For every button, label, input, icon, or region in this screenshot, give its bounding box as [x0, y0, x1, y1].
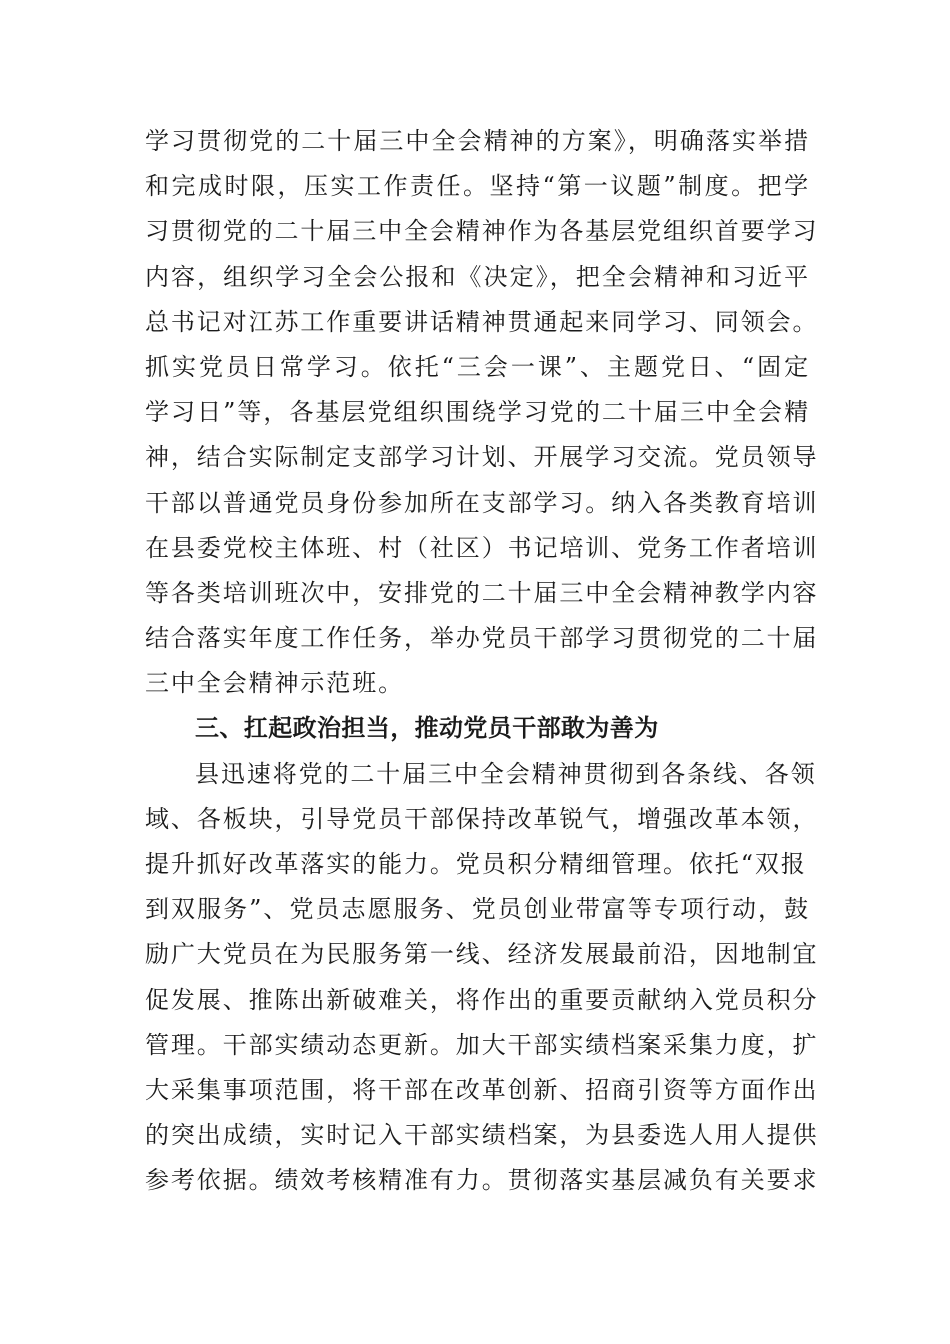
- text-line: 结合落实年度工作任务，举办党员干部学习贯彻党的二十届: [145, 624, 819, 653]
- text-line: 干部以普通党员身份参加所在支部学习。纳入各类教育培训: [145, 488, 819, 517]
- text-line: 管理。干部实绩动态更新。加大干部实绩档案采集力度，扩: [145, 1030, 819, 1059]
- text-line: 励广大党员在为民服务第一线、经济发展最前沿，因地制宜: [145, 940, 819, 969]
- text-line: 到双服务”、党员志愿服务、党员创业带富等专项行动，鼓: [145, 895, 810, 924]
- text-line: 内容，组织学习全会公报和《决定》，把全会精神和习近平: [145, 262, 810, 291]
- paragraph-1: [145, 119, 819, 706]
- document-body: [145, 119, 819, 1204]
- section-heading: 三、扛起政治担当，推动党员干部敢为善为: [195, 714, 659, 743]
- text-line: 的突出成绩，实时记入干部实绩档案，为县委选人用人提供: [145, 1121, 819, 1150]
- paragraph-2: [145, 752, 819, 1204]
- text-line: 参考依据。绩效考核精准有力。贯彻落实基层减负有关要求: [145, 1166, 819, 1195]
- text-line: 提升抓好改革落实的能力。党员积分精细管理。依托“双报: [145, 850, 807, 878]
- text-line: 三中全会精神示范班。: [145, 669, 404, 698]
- text-line: 域、各板块，引导党员干部保持改革锐气，增强改革本领，: [145, 804, 819, 833]
- text-line: 抓实党员日常学习。依托“三会一课”、主题党日、“固定: [145, 352, 810, 381]
- text-line: 学习贯彻党的二十届三中全会精神的方案》，明确落实举措: [145, 127, 810, 155]
- text-line: 和完成时限，压实工作责任。坚持“第一议题”制度。把学: [145, 172, 810, 201]
- text-line: 县迅速将党的二十届三中全会精神贯彻到各条线、各领: [195, 759, 817, 788]
- text-line: 等各类培训班次中，安排党的二十届三中全会精神教学内容: [145, 578, 819, 607]
- text-line: 大采集事项范围，将干部在改革创新、招商引资等方面作出: [145, 1075, 819, 1104]
- text-line: 习贯彻党的二十届三中全会精神作为各基层党组织首要学习: [145, 217, 819, 246]
- text-line: 在县委党校主体班、村（社区）书记培训、党务工作者培训: [145, 533, 819, 562]
- text-line: 神，结合实际制定支部学习计划、开展学习交流。党员领导: [145, 443, 819, 472]
- text-line: 学习日”等，各基层党组织围绕学习党的二十届三中全会精: [145, 398, 810, 427]
- text-line: 总书记对江苏工作重要讲话精神贯通起来同学习、同领会。: [145, 307, 819, 336]
- text-line: 促发展、推陈出新破难关，将作出的重要贡献纳入党员积分: [145, 985, 819, 1014]
